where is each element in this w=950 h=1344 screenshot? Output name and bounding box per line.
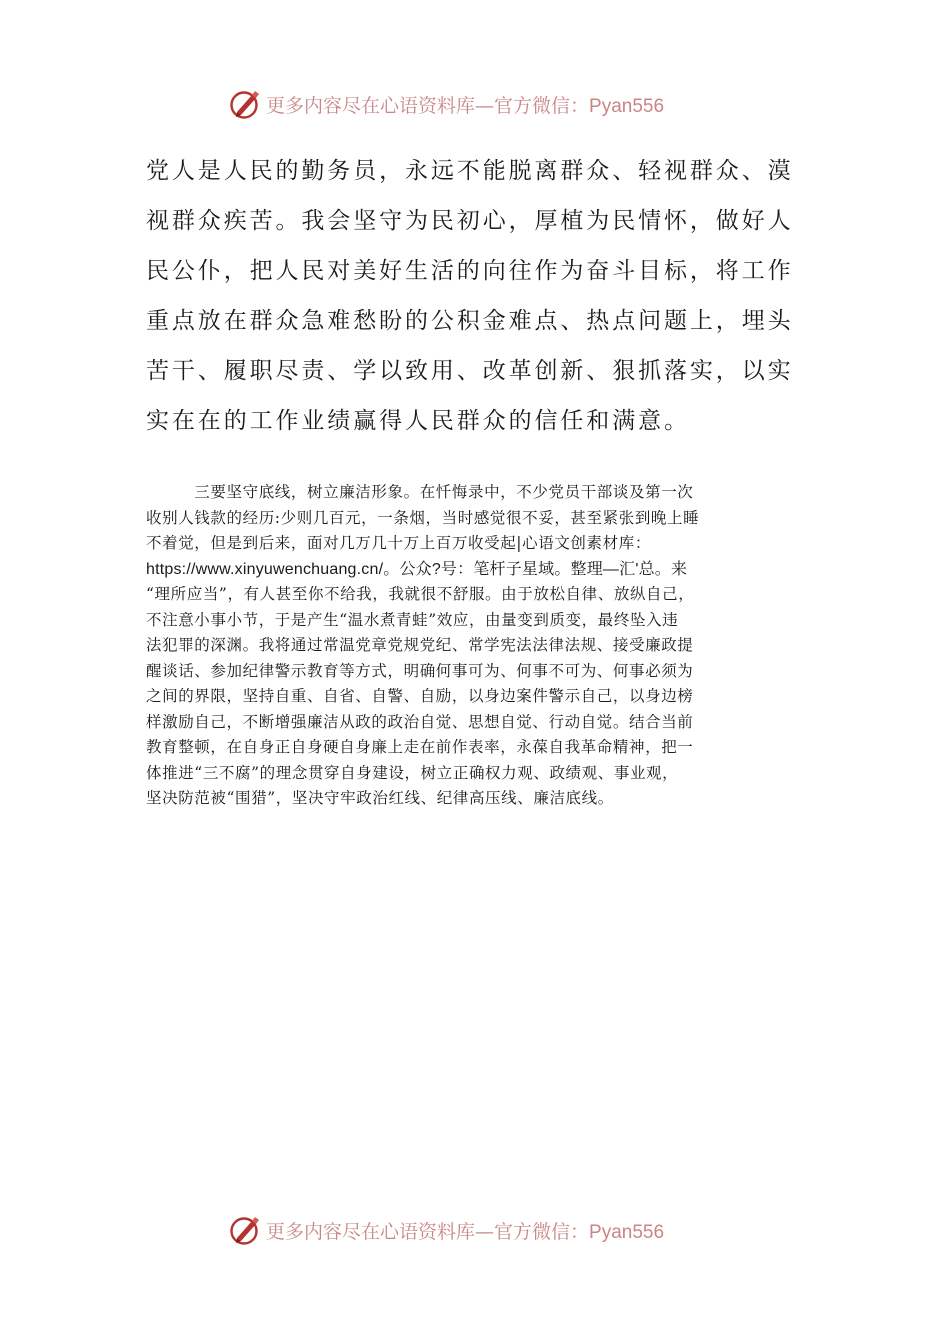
main-paragraph-line: 民公仆，把人民对美好生活的向往作为奋斗目标，将工作 [146, 258, 794, 284]
footer-text-cn: 更多内容尽在心语资料库—官方微信： [266, 1220, 590, 1243]
second-paragraph-line: 三要坚守底线，树立廉洁形象。在忏悔录中，不少党员干部谈及第一次 [146, 483, 694, 501]
second-paragraph-line: 不注意小事小节，于是产生“温水煮青蛙”效应，由量变到质变，最终坠入违 [146, 610, 679, 629]
second-paragraph-url-line: https://www.xinyuwenchuang.cn/。公众?号：笔杆子星域。整理—汇'总。来 [146, 560, 688, 578]
second-paragraph-line: 收别人钱款的经历:少则几百元，一条烟，当时感觉很不妥，甚至紧张到晚上睡 [146, 508, 700, 527]
main-paragraph-line: 视群众疾苦。我会坚守为民初心，厚植为民情怀，做好人 [146, 208, 794, 234]
pen-logo-icon [228, 87, 262, 121]
main-paragraph [146, 146, 806, 446]
main-paragraph-line: 实在在的工作业绩赢得人民群众的信任和满意。 [146, 408, 690, 434]
header-text-wechat-id: Pyan556 [589, 95, 665, 117]
header-banner-text [266, 91, 664, 118]
main-paragraph-line: 重点放在群众急难愁盼的公积金难点、热点问题上，埋头 [146, 308, 794, 334]
main-paragraph-line: 党人是人民的勤务员，永远不能脱离群众、轻视群众、漠 [146, 158, 794, 184]
second-paragraph-line: 之间的界限，坚持自重、自省、自警、自励，以身边案件警示自己，以身边榜 [146, 687, 694, 705]
second-paragraph [146, 480, 806, 812]
second-paragraph-line: 醒谈话、参加纪律警示教育等方式，明确何事可为、何事不可为、何事必须为 [146, 661, 694, 680]
second-paragraph-line: 坚决防范被“围猎”，坚决守牢政治红线、纪律高压线、廉洁底线。 [146, 789, 614, 807]
second-paragraph-line: 不着觉，但是到后来，面对几万几十万上百万收受起|心语文创素材库： [146, 534, 651, 552]
footer-banner [228, 1210, 748, 1250]
second-paragraph-line: 样激励自己，不断增强廉洁从政的政治自觉、思想自觉、行动自觉。结合当前 [146, 712, 694, 731]
second-paragraph-line: “理所应当”，有人甚至你不给我，我就很不舒服。由于放松自律、放纵自己， [146, 585, 695, 603]
footer-text-wechat-id: Pyan556 [589, 1221, 665, 1243]
second-paragraph-line: 体推进“三不腐”的理念贯穿自身建设，树立正确权力观、政绩观、事业观， [146, 763, 679, 782]
second-paragraph-line: 教育整顿，在自身正自身硬自身廉上走在前作表率，永葆自我革命精神，把一 [146, 738, 694, 756]
second-paragraph-line: 法犯罪的深渊。我将通过常温党章党规党纪、常学宪法法律法规、接受廉政提 [146, 636, 694, 654]
main-paragraph-line: 苦干、履职尽责、学以致用、改革创新、狠抓落实，以实 [146, 358, 794, 384]
header-text-cn: 更多内容尽在心语资料库—官方微信： [266, 94, 590, 117]
pen-logo-icon [228, 1213, 262, 1247]
footer-banner-text [266, 1217, 664, 1244]
header-banner [228, 84, 748, 124]
